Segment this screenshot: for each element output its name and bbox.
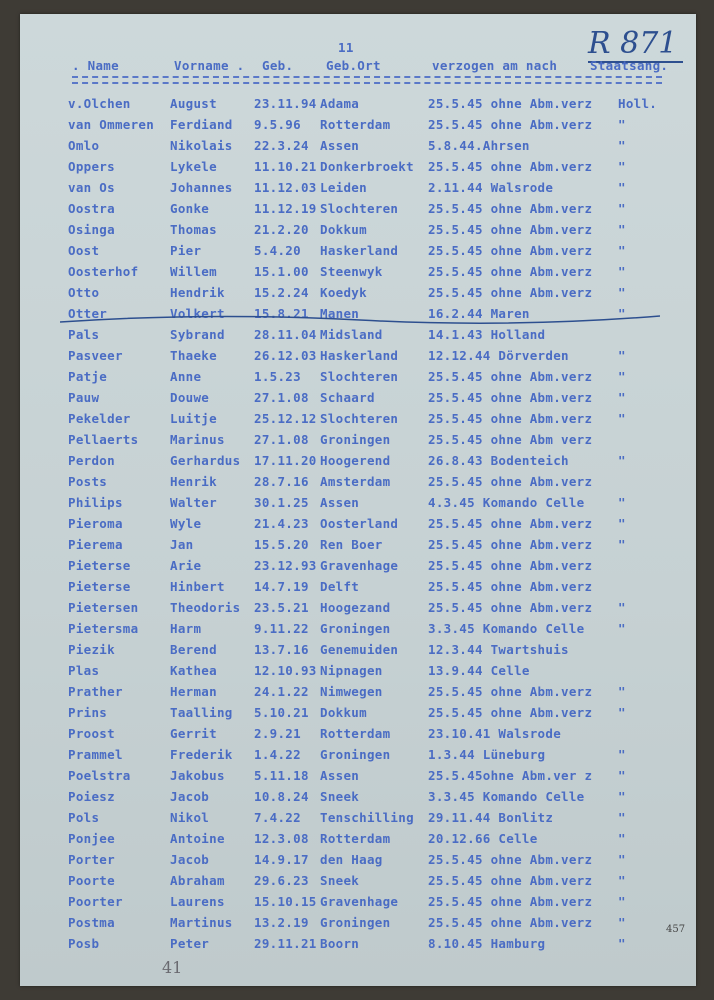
row-birthplace: Amsterdam <box>320 474 391 489</box>
row-surname: Postma <box>68 915 115 930</box>
row-moved-to: 26.8.43 Bodenteich <box>428 453 569 468</box>
row-moved-to: 5.8.44.Ahrsen <box>428 138 530 153</box>
row-first-name: Lykele <box>170 159 217 174</box>
row-birth-date: 13.2.19 <box>254 915 309 930</box>
row-surname: van Os <box>68 180 115 195</box>
row-nationality: " <box>618 390 626 405</box>
row-nationality: " <box>618 873 626 888</box>
row-birthplace: den Haag <box>320 852 383 867</box>
row-moved-to: 25.5.45 ohne Abm.verz <box>428 705 593 720</box>
row-surname: Pols <box>68 810 100 825</box>
row-moved-to: 25.5.45 ohne Abm.verz <box>428 852 593 867</box>
row-birthplace: Hoogezand <box>320 600 391 615</box>
row-surname: Oppers <box>68 159 115 174</box>
row-surname: Pietersen <box>68 600 139 615</box>
row-moved-to: 25.5.45 ohne Abm.verz <box>428 411 593 426</box>
row-birth-date: 9.5.96 <box>254 117 301 132</box>
row-birth-date: 12.10.93 <box>254 663 317 678</box>
row-moved-to: 25.5.45 ohne Abm.verz <box>428 600 593 615</box>
row-birth-date: 22.3.24 <box>254 138 309 153</box>
row-nationality: " <box>618 600 626 615</box>
row-nationality: " <box>618 159 626 174</box>
row-birth-date: 15.10.15 <box>254 894 317 909</box>
row-birth-date: 11.10.21 <box>254 159 317 174</box>
table-row <box>20 915 696 935</box>
table-row <box>20 936 696 956</box>
row-birth-date: 9.11.22 <box>254 621 309 636</box>
table-row <box>20 222 696 242</box>
row-first-name: Berend <box>170 642 217 657</box>
row-nationality: " <box>618 180 626 195</box>
row-nationality: " <box>618 264 626 279</box>
row-birthplace: Slochteren <box>320 369 399 384</box>
row-birthplace: Donkerbroekt <box>320 159 414 174</box>
table-row <box>20 453 696 473</box>
row-moved-to: 23.10.41 Walsrode <box>428 726 562 741</box>
row-birthplace: Assen <box>320 768 360 783</box>
table-row <box>20 894 696 914</box>
table-row <box>20 663 696 683</box>
row-birth-date: 21.4.23 <box>254 516 309 531</box>
row-surname: Poorter <box>68 894 123 909</box>
row-birthplace: Haskerland <box>320 243 399 258</box>
table-row <box>20 264 696 284</box>
row-moved-to: 29.11.44 Bonlitz <box>428 810 554 825</box>
row-moved-to: 25.5.45 ohne Abm.verz <box>428 537 593 552</box>
table-row <box>20 789 696 809</box>
row-nationality: " <box>618 495 626 510</box>
row-nationality: " <box>618 516 626 531</box>
row-birth-date: 12.3.08 <box>254 831 309 846</box>
row-first-name: Wyle <box>170 516 202 531</box>
table-row <box>20 537 696 557</box>
row-birth-date: 29.6.23 <box>254 873 309 888</box>
row-birthplace: Sneek <box>320 873 360 888</box>
row-moved-to: 25.5.45 ohne Abm.verz <box>428 579 593 594</box>
strikethrough-line <box>60 314 660 326</box>
row-first-name: Nikol <box>170 810 210 825</box>
row-birth-date: 15.8.21 <box>254 306 309 321</box>
row-first-name: Thaeke <box>170 348 217 363</box>
row-surname: Pietersma <box>68 621 139 636</box>
row-nationality: " <box>618 747 626 762</box>
table-row <box>20 726 696 746</box>
row-surname: Oost <box>68 243 100 258</box>
table-row <box>20 642 696 662</box>
table-row <box>20 558 696 578</box>
row-nationality: " <box>618 117 626 132</box>
table-row <box>20 411 696 431</box>
row-first-name: Luitje <box>170 411 217 426</box>
row-first-name: Sybrand <box>170 327 225 342</box>
row-birthplace: Hoogerend <box>320 453 391 468</box>
row-moved-to: 3.3.45 Komando Celle <box>428 789 585 804</box>
header-divider-2 <box>72 82 662 84</box>
table-row <box>20 600 696 620</box>
row-moved-to: 25.5.45 ohne Abm verz <box>428 432 593 447</box>
row-first-name: Herman <box>170 684 217 699</box>
row-moved-to: 25.5.45 ohne Abm.verz <box>428 285 593 300</box>
table-row <box>20 768 696 788</box>
row-birthplace: Schaard <box>320 390 375 405</box>
row-first-name: August <box>170 96 217 111</box>
row-first-name: Nikolais <box>170 138 233 153</box>
row-birth-date: 27.1.08 <box>254 390 309 405</box>
table-row <box>20 432 696 452</box>
table-row <box>20 705 696 725</box>
row-nationality: " <box>618 222 626 237</box>
row-nationality: " <box>618 306 626 321</box>
header-first-name: Vorname . <box>174 58 245 73</box>
row-birth-date: 10.8.24 <box>254 789 309 804</box>
row-first-name: Pier <box>170 243 202 258</box>
row-first-name: Gonke <box>170 201 210 216</box>
row-surname: Poorte <box>68 873 115 888</box>
row-surname: van Ommeren <box>68 117 155 132</box>
row-moved-to: 25.5.45 ohne Abm.verz <box>428 159 593 174</box>
page-number: 11 <box>338 40 354 55</box>
row-birthplace: Nipnagen <box>320 663 383 678</box>
row-birthplace: Groningen <box>320 747 391 762</box>
row-first-name: Harm <box>170 621 202 636</box>
row-birth-date: 1.5.23 <box>254 369 301 384</box>
row-surname: Oostra <box>68 201 115 216</box>
row-birth-date: 26.12.03 <box>254 348 317 363</box>
row-nationality: " <box>618 894 626 909</box>
table-row <box>20 579 696 599</box>
row-moved-to: 25.5.45 ohne Abm.verz <box>428 96 593 111</box>
row-birthplace: Gravenhage <box>320 894 399 909</box>
row-nationality: " <box>618 831 626 846</box>
row-birth-date: 21.2.20 <box>254 222 309 237</box>
row-moved-to: 25.5.45 ohne Abm.verz <box>428 243 593 258</box>
table-row <box>20 621 696 641</box>
row-birth-date: 29.11.21 <box>254 936 317 951</box>
row-birthplace: Groningen <box>320 621 391 636</box>
row-birth-date: 11.12.19 <box>254 201 317 216</box>
row-first-name: Willem <box>170 264 217 279</box>
row-surname: Plas <box>68 663 100 678</box>
row-first-name: Gerrit <box>170 726 217 741</box>
row-moved-to: 16.2.44 Maren <box>428 306 530 321</box>
pencil-note: 41 <box>162 958 183 977</box>
row-surname: Prather <box>68 684 123 699</box>
row-moved-to: 25.5.45 ohne Abm.verz <box>428 558 593 573</box>
table-row <box>20 117 696 137</box>
row-first-name: Thomas <box>170 222 217 237</box>
row-birth-date: 15.1.00 <box>254 264 309 279</box>
row-birthplace: Genemuiden <box>320 642 399 657</box>
row-moved-to: 25.5.45 ohne Abm.verz <box>428 201 593 216</box>
row-nationality: " <box>618 201 626 216</box>
row-birthplace: Rotterdam <box>320 726 391 741</box>
row-birth-date: 5.11.18 <box>254 768 309 783</box>
row-birth-date: 13.7.16 <box>254 642 309 657</box>
row-nationality: " <box>618 537 626 552</box>
row-first-name: Gerhardus <box>170 453 241 468</box>
table-row <box>20 873 696 893</box>
row-first-name: Laurens <box>170 894 225 909</box>
row-surname: Otter <box>68 306 108 321</box>
row-birthplace: Boorn <box>320 936 360 951</box>
row-birth-date: 14.9.17 <box>254 852 309 867</box>
row-surname: Piezik <box>68 642 115 657</box>
row-birth-date: 23.12.93 <box>254 558 317 573</box>
row-birthplace: Rotterdam <box>320 117 391 132</box>
row-birthplace: Slochteren <box>320 411 399 426</box>
row-first-name: Antoine <box>170 831 225 846</box>
row-moved-to: 25.5.45 ohne Abm.verz <box>428 873 593 888</box>
table-row <box>20 747 696 767</box>
row-birthplace: Rotterdam <box>320 831 391 846</box>
row-birthplace: Assen <box>320 495 360 510</box>
row-first-name: Walter <box>170 495 217 510</box>
row-first-name: Peter <box>170 936 210 951</box>
row-surname: Oosterhof <box>68 264 139 279</box>
row-surname: Proost <box>68 726 115 741</box>
row-birthplace: Steenwyk <box>320 264 383 279</box>
handwritten-reference: R 871 <box>588 26 683 63</box>
row-birth-date: 15.5.20 <box>254 537 309 552</box>
row-surname: Pierema <box>68 537 123 552</box>
row-surname: Pauw <box>68 390 100 405</box>
row-moved-to: 25.5.45 ohne Abm.verz <box>428 684 593 699</box>
table-row <box>20 180 696 200</box>
row-birth-date: 11.12.03 <box>254 180 317 195</box>
row-moved-to: 12.12.44 Dörverden <box>428 348 569 363</box>
row-first-name: Jacob <box>170 852 210 867</box>
row-birthplace: Oosterland <box>320 516 399 531</box>
header-name: . Name <box>72 58 119 73</box>
row-moved-to: 4.3.45 Komando Celle <box>428 495 585 510</box>
table-row <box>20 138 696 158</box>
row-birth-date: 28.11.04 <box>254 327 317 342</box>
row-moved-to: 25.5.45 ohne Abm.verz <box>428 915 593 930</box>
row-nationality: " <box>618 453 626 468</box>
row-birthplace: Midsland <box>320 327 383 342</box>
row-surname: Perdon <box>68 453 115 468</box>
row-surname: Pals <box>68 327 100 342</box>
row-surname: Pieterse <box>68 579 131 594</box>
row-surname: Philips <box>68 495 123 510</box>
row-moved-to: 25.5.45 ohne Abm.verz <box>428 390 593 405</box>
row-birth-date: 7.4.22 <box>254 810 301 825</box>
row-first-name: Douwe <box>170 390 210 405</box>
row-nationality: " <box>618 138 626 153</box>
row-surname: Patje <box>68 369 108 384</box>
row-moved-to: 25.5.45 ohne Abm.verz <box>428 894 593 909</box>
table-row <box>20 516 696 536</box>
row-birth-date: 5.10.21 <box>254 705 309 720</box>
row-birthplace: Groningen <box>320 915 391 930</box>
row-first-name: Taalling <box>170 705 233 720</box>
table-row <box>20 852 696 872</box>
header-divider <box>72 76 662 78</box>
row-moved-to: 8.10.45 Hamburg <box>428 936 546 951</box>
row-nationality: " <box>618 936 626 951</box>
row-surname: Pekelder <box>68 411 131 426</box>
row-birthplace: Slochteren <box>320 201 399 216</box>
row-first-name: Hendrik <box>170 285 225 300</box>
row-nationality: " <box>618 684 626 699</box>
row-moved-to: 14.1.43 Holland <box>428 327 546 342</box>
row-nationality: " <box>618 810 626 825</box>
row-birthplace: Adama <box>320 96 360 111</box>
table-row <box>20 96 696 116</box>
row-birth-date: 2.9.21 <box>254 726 301 741</box>
row-first-name: Kathea <box>170 663 217 678</box>
header-moved: verzogen am nach <box>432 58 558 73</box>
row-nationality: " <box>618 243 626 258</box>
row-moved-to: 25.5.45 ohne Abm.verz <box>428 117 593 132</box>
row-first-name: Volkert <box>170 306 225 321</box>
row-birthplace: Assen <box>320 138 360 153</box>
row-surname: Poiesz <box>68 789 115 804</box>
row-first-name: Martinus <box>170 915 233 930</box>
row-moved-to: 25.5.45ohne Abm.ver z <box>428 768 593 783</box>
row-birthplace: Delft <box>320 579 360 594</box>
table-row <box>20 159 696 179</box>
row-birthplace: Haskerland <box>320 348 399 363</box>
row-surname: Porter <box>68 852 115 867</box>
row-nationality: " <box>618 411 626 426</box>
row-moved-to: 2.11.44 Walsrode <box>428 180 554 195</box>
row-moved-to: 25.5.45 ohne Abm.verz <box>428 222 593 237</box>
document-page <box>20 14 696 986</box>
row-nationality: " <box>618 369 626 384</box>
row-birth-date: 23.5.21 <box>254 600 309 615</box>
row-nationality: " <box>618 789 626 804</box>
row-surname: Pasveer <box>68 348 123 363</box>
row-birth-date: 27.1.08 <box>254 432 309 447</box>
row-birth-date: 25.12.12 <box>254 411 317 426</box>
row-first-name: Abraham <box>170 873 225 888</box>
row-birthplace: Koedyk <box>320 285 367 300</box>
row-birthplace: Manen <box>320 306 360 321</box>
row-surname: Otto <box>68 285 100 300</box>
row-birth-date: 30.1.25 <box>254 495 309 510</box>
row-first-name: Anne <box>170 369 202 384</box>
row-birth-date: 17.11.20 <box>254 453 317 468</box>
row-nationality: " <box>618 915 626 930</box>
table-row <box>20 201 696 221</box>
row-birth-date: 24.1.22 <box>254 684 309 699</box>
row-moved-to: 1.3.44 Lüneburg <box>428 747 546 762</box>
header-born: Geb. <box>262 58 294 73</box>
row-first-name: Jan <box>170 537 194 552</box>
row-birth-date: 14.7.19 <box>254 579 309 594</box>
table-row <box>20 495 696 515</box>
row-birthplace: Leiden <box>320 180 367 195</box>
row-first-name: Marinus <box>170 432 225 447</box>
table-row <box>20 831 696 851</box>
row-first-name: Jacob <box>170 789 210 804</box>
row-surname: v.Olchen <box>68 96 131 111</box>
row-nationality: " <box>618 852 626 867</box>
row-nationality: " <box>618 768 626 783</box>
row-moved-to: 12.3.44 Twartshuis <box>428 642 569 657</box>
row-birth-date: 15.2.24 <box>254 285 309 300</box>
row-birthplace: Nimwegen <box>320 684 383 699</box>
pencil-side-note: 457 <box>666 924 686 935</box>
row-first-name: Henrik <box>170 474 217 489</box>
row-first-name: Ferdiand <box>170 117 233 132</box>
table-row <box>20 243 696 263</box>
row-nationality: " <box>618 285 626 300</box>
row-first-name: Hinbert <box>170 579 225 594</box>
row-birth-date: 5.4.20 <box>254 243 301 258</box>
row-first-name: Jakobus <box>170 768 225 783</box>
row-first-name: Arie <box>170 558 202 573</box>
table-row <box>20 810 696 830</box>
row-first-name: Johannes <box>170 180 233 195</box>
row-birthplace: Dokkum <box>320 705 367 720</box>
table-row <box>20 684 696 704</box>
row-birthplace: Dokkum <box>320 222 367 237</box>
row-surname: Prins <box>68 705 108 720</box>
row-nationality: Holl. <box>618 96 658 111</box>
row-surname: Posb <box>68 936 100 951</box>
row-birth-date: 28.7.16 <box>254 474 309 489</box>
row-surname: Pellaerts <box>68 432 139 447</box>
table-row <box>20 348 696 368</box>
row-surname: Prammel <box>68 747 123 762</box>
row-moved-to: 25.5.45 ohne Abm.verz <box>428 474 593 489</box>
header-nationality: Staatsang. <box>590 58 669 73</box>
row-surname: Ponjee <box>68 831 115 846</box>
row-nationality: " <box>618 705 626 720</box>
row-surname: Omlo <box>68 138 100 153</box>
row-surname: Posts <box>68 474 108 489</box>
header-birthplace: Geb.Ort <box>326 58 381 73</box>
row-birthplace: Sneek <box>320 789 360 804</box>
row-moved-to: 25.5.45 ohne Abm.verz <box>428 264 593 279</box>
row-moved-to: 13.9.44 Celle <box>428 663 530 678</box>
row-nationality: " <box>618 348 626 363</box>
row-birthplace: Ren Boer <box>320 537 383 552</box>
row-first-name: Frederik <box>170 747 233 762</box>
row-moved-to: 3.3.45 Komando Celle <box>428 621 585 636</box>
table-row <box>20 327 696 347</box>
row-moved-to: 25.5.45 ohne Abm.verz <box>428 516 593 531</box>
row-surname: Poelstra <box>68 768 131 783</box>
row-birthplace: Groningen <box>320 432 391 447</box>
table-row <box>20 390 696 410</box>
row-surname: Osinga <box>68 222 115 237</box>
row-birth-date: 1.4.22 <box>254 747 301 762</box>
table-row <box>20 285 696 305</box>
row-birth-date: 23.11.94 <box>254 96 317 111</box>
row-moved-to: 25.5.45 ohne Abm.verz <box>428 369 593 384</box>
row-moved-to: 20.12.66 Celle <box>428 831 538 846</box>
row-surname: Pieroma <box>68 516 123 531</box>
row-surname: Pieterse <box>68 558 131 573</box>
table-row <box>20 369 696 389</box>
table-row <box>20 474 696 494</box>
row-birthplace: Tenschilling <box>320 810 414 825</box>
row-birthplace: Gravenhage <box>320 558 399 573</box>
row-first-name: Theodoris <box>170 600 241 615</box>
row-nationality: " <box>618 621 626 636</box>
